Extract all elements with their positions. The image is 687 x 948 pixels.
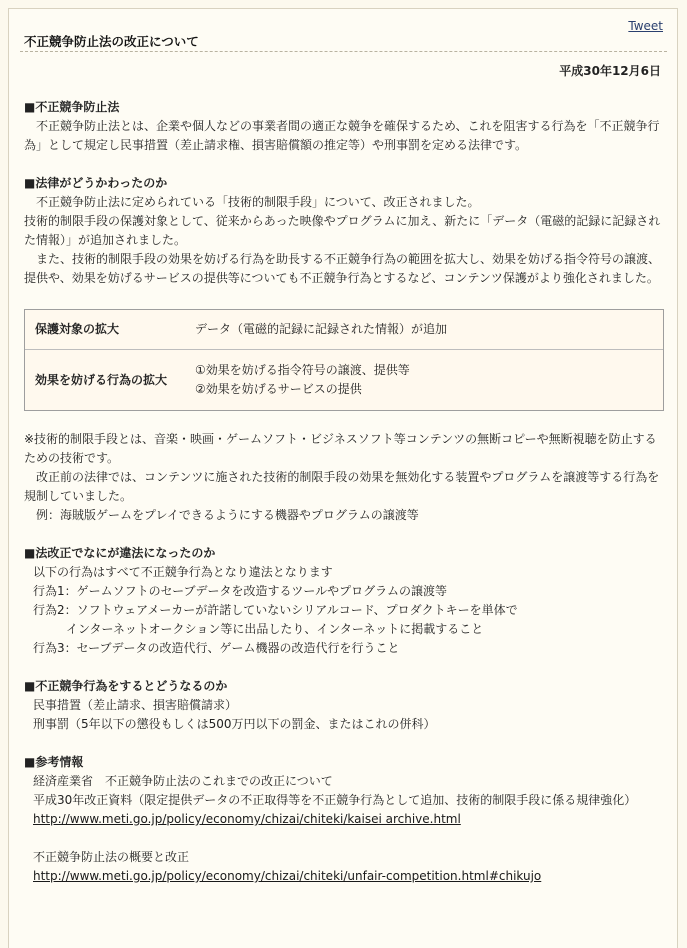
note-text: ※技術的制限手段とは、音楽・映画・ゲームソフト・ビジネスソフト等コンテンツの無断コピーや無断視聴を防止するための技術です。 — [24, 432, 657, 465]
reference-link-unfair-competition[interactable]: http://www.meti.go.jp/policy/economy/chizai/chiteki/unfair-competition.html#chikujo — [33, 869, 542, 883]
table-value-line: ②効果を妨げるサービスの提供 — [195, 382, 362, 396]
table-row-label: 効果を妨げる行為の拡大 — [35, 372, 168, 387]
table-value-line: ①効果を妨げる指令符号の譲渡、提供等 — [195, 363, 410, 377]
section-heading-references: ■参考情報 — [24, 755, 84, 769]
reference-text: 平成30年改正資料（限定提供データの不正取得等を不正競争行為として追加、技術的制限手段に係る規律強化） — [33, 793, 637, 807]
page-title: 不正競争防止法の改正について — [24, 34, 199, 49]
section-heading-what-changed: ■法律がどうかわったのか — [24, 176, 168, 190]
list-item: 行為2：ソフトウェアメーカーが許諾していないシリアルコード、プロダクトキーを単体で — [33, 603, 518, 617]
list-item: 行為1：ゲームソフトのセーブデータを改造するツールやプログラムの譲渡等 — [33, 584, 447, 598]
table-value-line: データ（電磁的記録に記録された情報）が追加 — [195, 322, 448, 336]
table-row-label: 保護対象の拡大 — [35, 322, 120, 336]
section-text: 不正競争防止法に定められている「技術的制限手段」について、改正されました。 — [24, 195, 480, 209]
list-item: 行為3：セーブデータの改造代行、ゲーム機器の改造代行を行うこと — [33, 641, 400, 655]
section-text: また、技術的制限手段の効果を妨げる行為を助長する不正競争行為の範囲を拡大し、効果を妨げる指令符号の譲渡、提供や、効果を妨げるサービスの提供等についても不正競争行為とするなど、コンテンツ保護がより強化されました。 — [24, 252, 661, 285]
table-row-value — [195, 320, 653, 339]
reference-link-kaisei-archive[interactable]: http://www.meti.go.jp/policy/economy/chizai/chiteki/kaisei archive.html — [33, 812, 461, 826]
reference-text: 不正競争防止法の概要と改正 — [33, 850, 190, 864]
note-text: 例：海賊版ゲームをプレイできるようにする機器やプログラムの譲渡等 — [24, 508, 419, 522]
note-text: 改正前の法律では、コンテンツに施された技術的制限手段の効果を無効化する装置やプログラムを譲渡等する行為を規制していました。 — [24, 470, 660, 503]
title-divider — [20, 51, 667, 53]
section-text: 刑事罰（5年以下の懲役もしくは500万円以下の罰金、またはこれの併科） — [33, 717, 436, 731]
section-text: 以下の行為はすべて不正競争行為となり違法となります — [33, 565, 333, 579]
reference-text: 経済産業省 不正競争防止法のこれまでの改正について — [33, 774, 333, 788]
section-text: 技術的制限手段の保護対象として、従来からあった映像やプログラムに加え、新たに「データ（電磁的記録に記録された情報）」が追加されました。 — [24, 214, 661, 247]
table-row — [25, 310, 663, 349]
table-row — [25, 349, 663, 410]
section-heading-consequences: ■不正競争行為をするとどうなるのか — [24, 679, 228, 693]
publish-date: 平成30年12月6日 — [559, 64, 661, 78]
article-body — [24, 98, 664, 886]
section-text: 民事措置（差止請求、損害賠償請求） — [33, 698, 238, 712]
table-row-value — [195, 361, 653, 399]
revision-summary-table — [24, 309, 664, 411]
list-item-continuation: インターネットオークション等に出品したり、インターネットに掲載すること — [66, 622, 484, 636]
section-heading-what-is-illegal: ■法改正でなにが違法になったのか — [24, 546, 216, 560]
tweet-link[interactable]: Tweet — [628, 19, 663, 33]
section-heading-unfair-competition-law: ■不正競争防止法 — [24, 100, 120, 114]
section-text: 不正競争防止法とは、企業や個人などの事業者間の適正な競争を確保するため、これを阻害する行為を「不正競争行為」として規定し民事措置（差止請求権、損害賠償額の推定等）や刑事罰を定める法律です。 — [24, 119, 660, 152]
